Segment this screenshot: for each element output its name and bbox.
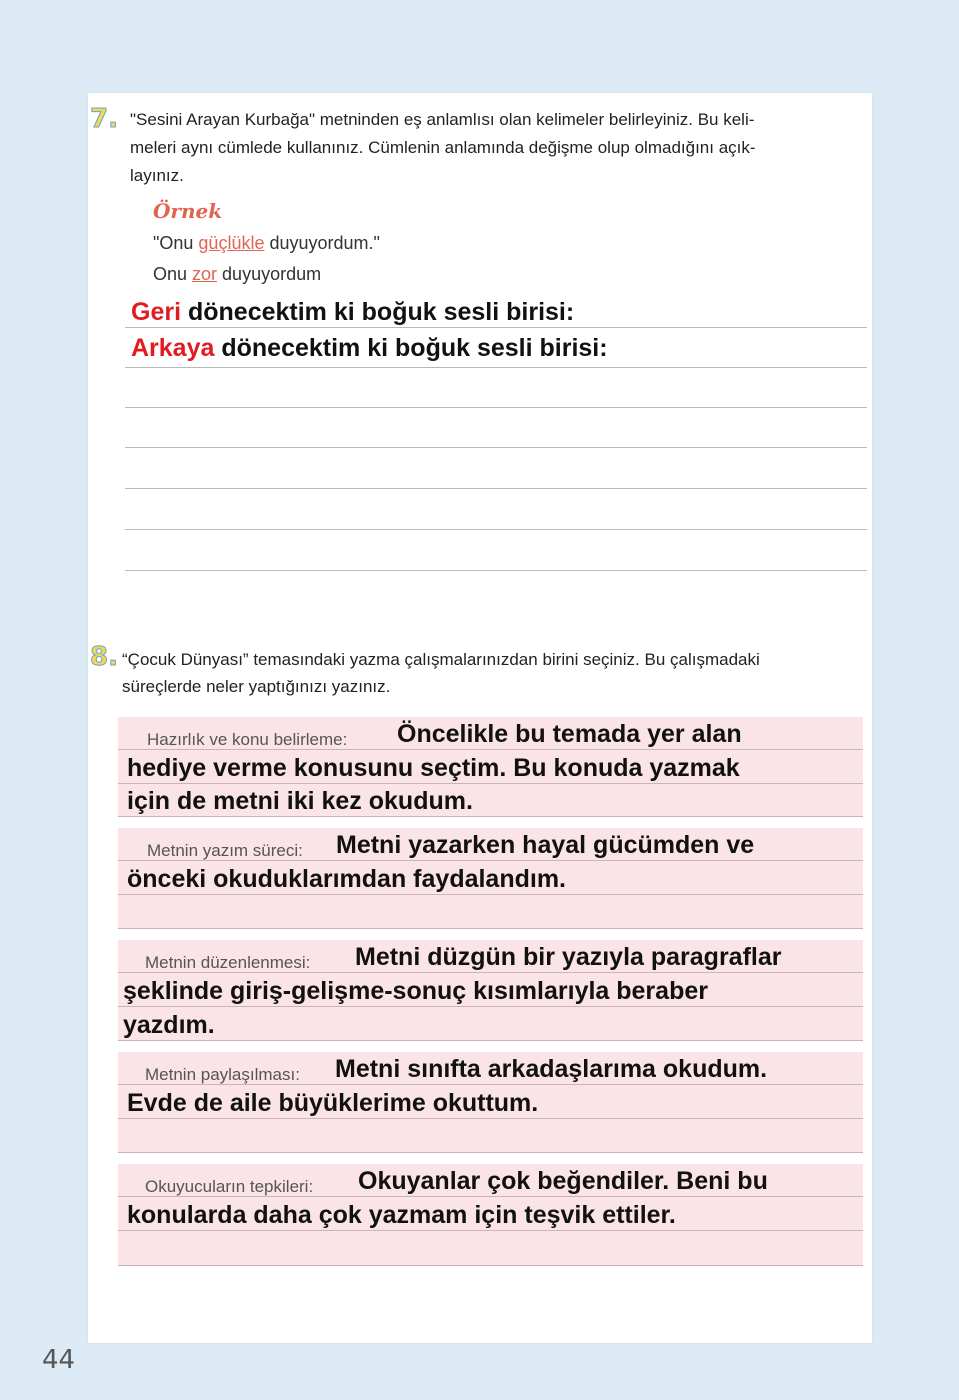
question-7-number: 7.: [90, 104, 118, 134]
section-5-answer-line1: Okuyanlar çok beğendiler. Beni bu: [358, 1167, 768, 1195]
writing-line: [125, 529, 867, 530]
example-1-word: güçlükle: [198, 233, 265, 253]
section-1-answer-line1: Öncelikle bu temada yer alan: [397, 720, 742, 748]
question-7-text-line1: "Sesini Arayan Kurbağa" metninden eş anlamlısı olan kelimeler belirleyiniz. Bu keli-: [130, 110, 755, 129]
example-2-pre: Onu: [153, 264, 193, 284]
section-3-answer-line2: şeklinde giriş-gelişme-sonuç kısımlarıyla beraber: [123, 977, 708, 1005]
section-5-answer-line2: konularda daha çok yazmam için teşvik ettiler.: [127, 1201, 676, 1229]
section-1-label: Hazırlık ve konu belirleme:: [147, 730, 348, 749]
example-2-word: zor: [192, 264, 218, 284]
section-3-answer-line1: Metni düzgün bir yazıyla paragraflar: [355, 943, 782, 971]
q7-answer-2-rest: dönecektim ki boğuk sesli birisi:: [214, 334, 608, 362]
section-1-answer-line3: için de metni iki kez okudum.: [127, 787, 473, 815]
question-8-text-line1: “Çocuk Dünyası” temasındaki yazma çalışmalarınızdan birini seçiniz. Bu çalışmadaki: [122, 650, 760, 669]
q7-answer-line-2: [131, 334, 608, 363]
writing-line: [125, 327, 867, 328]
section-2-label: Metnin yazım süreci:: [147, 841, 303, 860]
example-1-pre: "Onu: [153, 233, 199, 253]
section-line: [118, 928, 863, 929]
q7-answer-1-word: Geri: [131, 298, 182, 326]
example-2-post: duyuyordum: [217, 264, 322, 284]
question-8-text-line2: süreçlerde neler yaptığınızı yazınız.: [122, 677, 391, 696]
example-sentence-2: [153, 264, 321, 285]
section-5-label: Okuyucuların tepkileri:: [145, 1177, 314, 1196]
section-4-answer-line1: Metni sınıfta arkadaşlarıma okudum.: [335, 1055, 768, 1083]
section-2-answer-line1: Metni yazarken hayal gücümden ve: [336, 831, 755, 859]
section-4-answer-line2: Evde de aile büyüklerime okuttum.: [127, 1089, 539, 1117]
example-1-post: duyuyordum.": [264, 233, 380, 253]
page-number: 44: [42, 1345, 76, 1375]
writing-line: [125, 367, 867, 368]
writing-line: [125, 407, 867, 408]
section-1-answer-line2: hediye verme konusunu seçtim. Bu konuda yazmak: [127, 754, 740, 782]
section-3-answer-line3: yazdım.: [123, 1011, 215, 1039]
example-label: Örnek: [153, 199, 223, 223]
section-line: [118, 1265, 863, 1266]
section-2-answer-line2: önceki okuduklarımdan faydalandım.: [127, 865, 567, 893]
question-8-number: 8.: [90, 642, 118, 672]
q7-answer-1-rest: dönecektim ki boğuk sesli birisi:: [181, 298, 575, 326]
section-3-label: Metnin düzenlenmesi:: [145, 953, 311, 972]
question-7-text-line2: meleri aynı cümlede kullanınız. Cümlenin anlamında değişme olup olmadığını açık-: [130, 138, 756, 157]
writing-line: [125, 488, 867, 489]
section-line: [118, 1040, 863, 1041]
section-line: [118, 1152, 863, 1153]
writing-line: [125, 447, 867, 448]
writing-line: [125, 570, 867, 571]
q7-answer-line-1: [131, 298, 574, 327]
section-4-label: Metnin paylaşılması:: [145, 1065, 300, 1084]
q7-answer-2-word: Arkaya: [131, 334, 215, 362]
example-sentence-1: [153, 233, 380, 254]
question-7-text-line3: layınız.: [130, 166, 184, 185]
